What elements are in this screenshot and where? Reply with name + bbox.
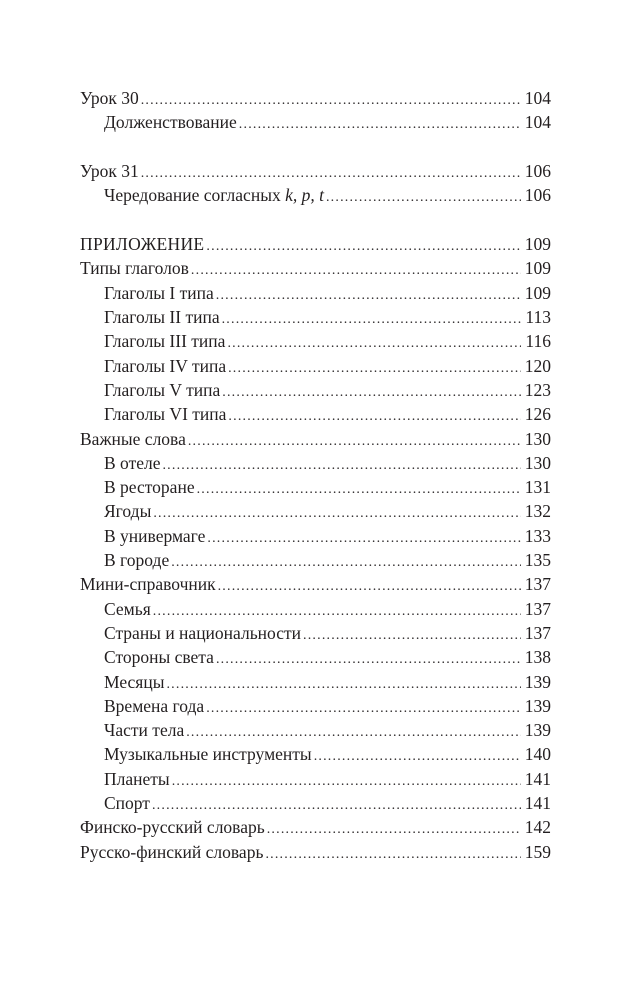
toc-entry-label: Финско-русский словарь (80, 817, 265, 838)
toc-entry-page: 141 (524, 793, 551, 814)
toc-entry[interactable] (80, 499, 551, 523)
toc-entry[interactable] (80, 110, 551, 134)
group-spacer (80, 135, 551, 160)
toc-entry-label: В универмаге (104, 525, 206, 546)
toc-entry[interactable] (80, 354, 551, 378)
toc-entry-label: Глаголы III типа (104, 331, 226, 352)
toc-entry-page: 159 (524, 841, 551, 862)
toc-entry-page: 131 (524, 477, 551, 498)
dot-leader (222, 308, 522, 329)
toc-entry[interactable] (80, 451, 551, 475)
toc-entry-page: 137 (524, 598, 551, 619)
dot-leader (171, 551, 521, 572)
dot-leader (326, 186, 521, 207)
toc-entry[interactable] (80, 256, 551, 280)
toc-entry-page: 123 (524, 379, 551, 400)
toc-entry[interactable] (80, 718, 551, 742)
toc-entry-label: Глаголы II типа (104, 307, 220, 328)
dot-leader (152, 794, 521, 815)
toc-entry-page: 138 (524, 647, 551, 668)
toc-entry-page: 109 (524, 282, 551, 303)
dot-leader (265, 843, 520, 864)
toc-entry-page: 139 (524, 695, 551, 716)
toc-entry-page: 137 (524, 622, 551, 643)
appendix-section (80, 232, 551, 864)
dot-leader (197, 478, 521, 499)
toc-entry-page: 126 (524, 404, 551, 425)
dot-leader (227, 332, 521, 353)
dot-leader (162, 454, 520, 475)
toc-entry[interactable] (80, 645, 551, 669)
toc-entry-label: Страны и национальности (104, 622, 302, 643)
toc-entry[interactable] (80, 281, 551, 305)
dot-leader (186, 721, 521, 742)
toc-entry-page: 106 (524, 161, 551, 182)
toc-entry-label: Времена года (104, 695, 205, 716)
dot-leader (216, 284, 521, 305)
toc-entry-label: Семья (104, 598, 151, 619)
toc-entry-label: Урок 31 (80, 161, 139, 182)
toc-entry[interactable] (80, 670, 551, 694)
dot-leader (172, 770, 521, 791)
toc-entry-page: 132 (524, 501, 551, 522)
dot-leader (228, 405, 520, 426)
dot-leader (206, 697, 521, 718)
toc-entry-label: Глаголы V типа (104, 379, 221, 400)
toc-entry[interactable] (80, 621, 551, 645)
toc-entry-page: 137 (524, 574, 551, 595)
toc-entry-page: 106 (524, 185, 551, 206)
toc-entry[interactable] (80, 86, 551, 110)
toc-entry[interactable] (80, 305, 551, 329)
toc-entry[interactable] (80, 524, 551, 548)
toc-entry[interactable] (80, 767, 551, 791)
toc-entry[interactable] (80, 742, 551, 766)
toc-entry-label: Урок 30 (80, 88, 139, 108)
toc-entry-page: 130 (524, 428, 551, 449)
toc-entry-label: Месяцы (104, 671, 165, 692)
dot-leader (314, 745, 521, 766)
dot-leader (228, 357, 521, 378)
toc-entry-page: 109 (524, 234, 551, 255)
toc-entry[interactable] (80, 329, 551, 353)
toc-entry-label: Долженствование (104, 112, 237, 133)
dot-leader (141, 89, 521, 110)
toc-entry[interactable] (80, 183, 551, 207)
toc-entry-page: 104 (524, 112, 551, 133)
toc-entry-page: 109 (524, 258, 551, 279)
toc-entry[interactable] (80, 548, 551, 572)
toc-entry-page: 139 (524, 720, 551, 741)
toc-entry-label: Русско-финский словарь (80, 841, 264, 862)
dot-leader (207, 527, 520, 548)
toc-entry-label: Глаголы VI типа (104, 404, 227, 425)
dot-leader (153, 600, 521, 621)
toc-entry[interactable] (80, 427, 551, 451)
toc-entry[interactable] (80, 378, 551, 402)
toc-entry-page: 116 (525, 331, 551, 352)
dot-leader (141, 162, 521, 183)
toc-entry-page: 140 (524, 744, 551, 765)
toc-entry-page: 130 (524, 452, 551, 473)
toc-entry-page: 133 (524, 525, 551, 546)
toc-entry-label: Типы глаголов (80, 258, 189, 279)
dot-leader (188, 430, 521, 451)
toc-entry-label: Глаголы IV типа (104, 355, 227, 376)
dot-leader (303, 624, 521, 645)
toc-entry-label: В городе (104, 550, 170, 571)
table-of-contents (80, 86, 551, 864)
toc-entry[interactable] (80, 791, 551, 815)
toc-entry[interactable] (80, 159, 551, 183)
toc-entry-label: Глаголы I типа (104, 282, 214, 303)
toc-entry-label-italic: k, p, t (285, 185, 324, 206)
toc-entry-page: 120 (524, 355, 551, 376)
toc-entry-label: Музыкальные инструменты (104, 744, 312, 765)
group-spacer (80, 208, 551, 233)
toc-entry-label: Важные слова (80, 428, 186, 449)
toc-entry-label-text: Чередование согласных (104, 185, 286, 206)
toc-entry[interactable] (80, 475, 551, 499)
toc-entry[interactable] (80, 597, 551, 621)
toc-entry-label: Планеты (104, 768, 170, 789)
dot-leader (218, 575, 521, 596)
dot-leader (267, 818, 521, 839)
toc-entry-label: Мини-справочник (80, 574, 216, 595)
toc-entry-page: 135 (524, 550, 551, 571)
toc-entry-label: Спорт (104, 793, 150, 814)
dot-leader (239, 113, 521, 134)
dot-leader (206, 235, 520, 256)
toc-entry-label: Стороны света (104, 647, 214, 668)
toc-entry[interactable] (80, 840, 551, 864)
dot-leader (166, 673, 520, 694)
toc-entry-appendix-heading[interactable] (80, 232, 551, 256)
dot-leader (191, 259, 521, 280)
dot-leader (153, 502, 520, 523)
dot-leader (222, 381, 520, 402)
toc-entry[interactable] (80, 572, 551, 596)
toc-entry[interactable] (80, 815, 551, 839)
toc-entry-label: Части тела (104, 720, 185, 741)
toc-entry-label (104, 183, 326, 207)
toc-entry-page: 104 (524, 88, 551, 108)
toc-entry-label: ПРИЛОЖЕНИЕ (80, 234, 205, 255)
toc-entry-page: 142 (524, 817, 551, 838)
dot-leader (216, 648, 521, 669)
toc-entry-page: 113 (525, 307, 551, 328)
toc-entry[interactable] (80, 694, 551, 718)
toc-entry-page: 141 (524, 768, 551, 789)
toc-entry-label: Ягоды (104, 501, 152, 522)
toc-entry-label: В отеле (104, 452, 161, 473)
toc-entry-page: 139 (524, 671, 551, 692)
toc-entry[interactable] (80, 402, 551, 426)
toc-entry-label: В ресторане (104, 477, 195, 498)
